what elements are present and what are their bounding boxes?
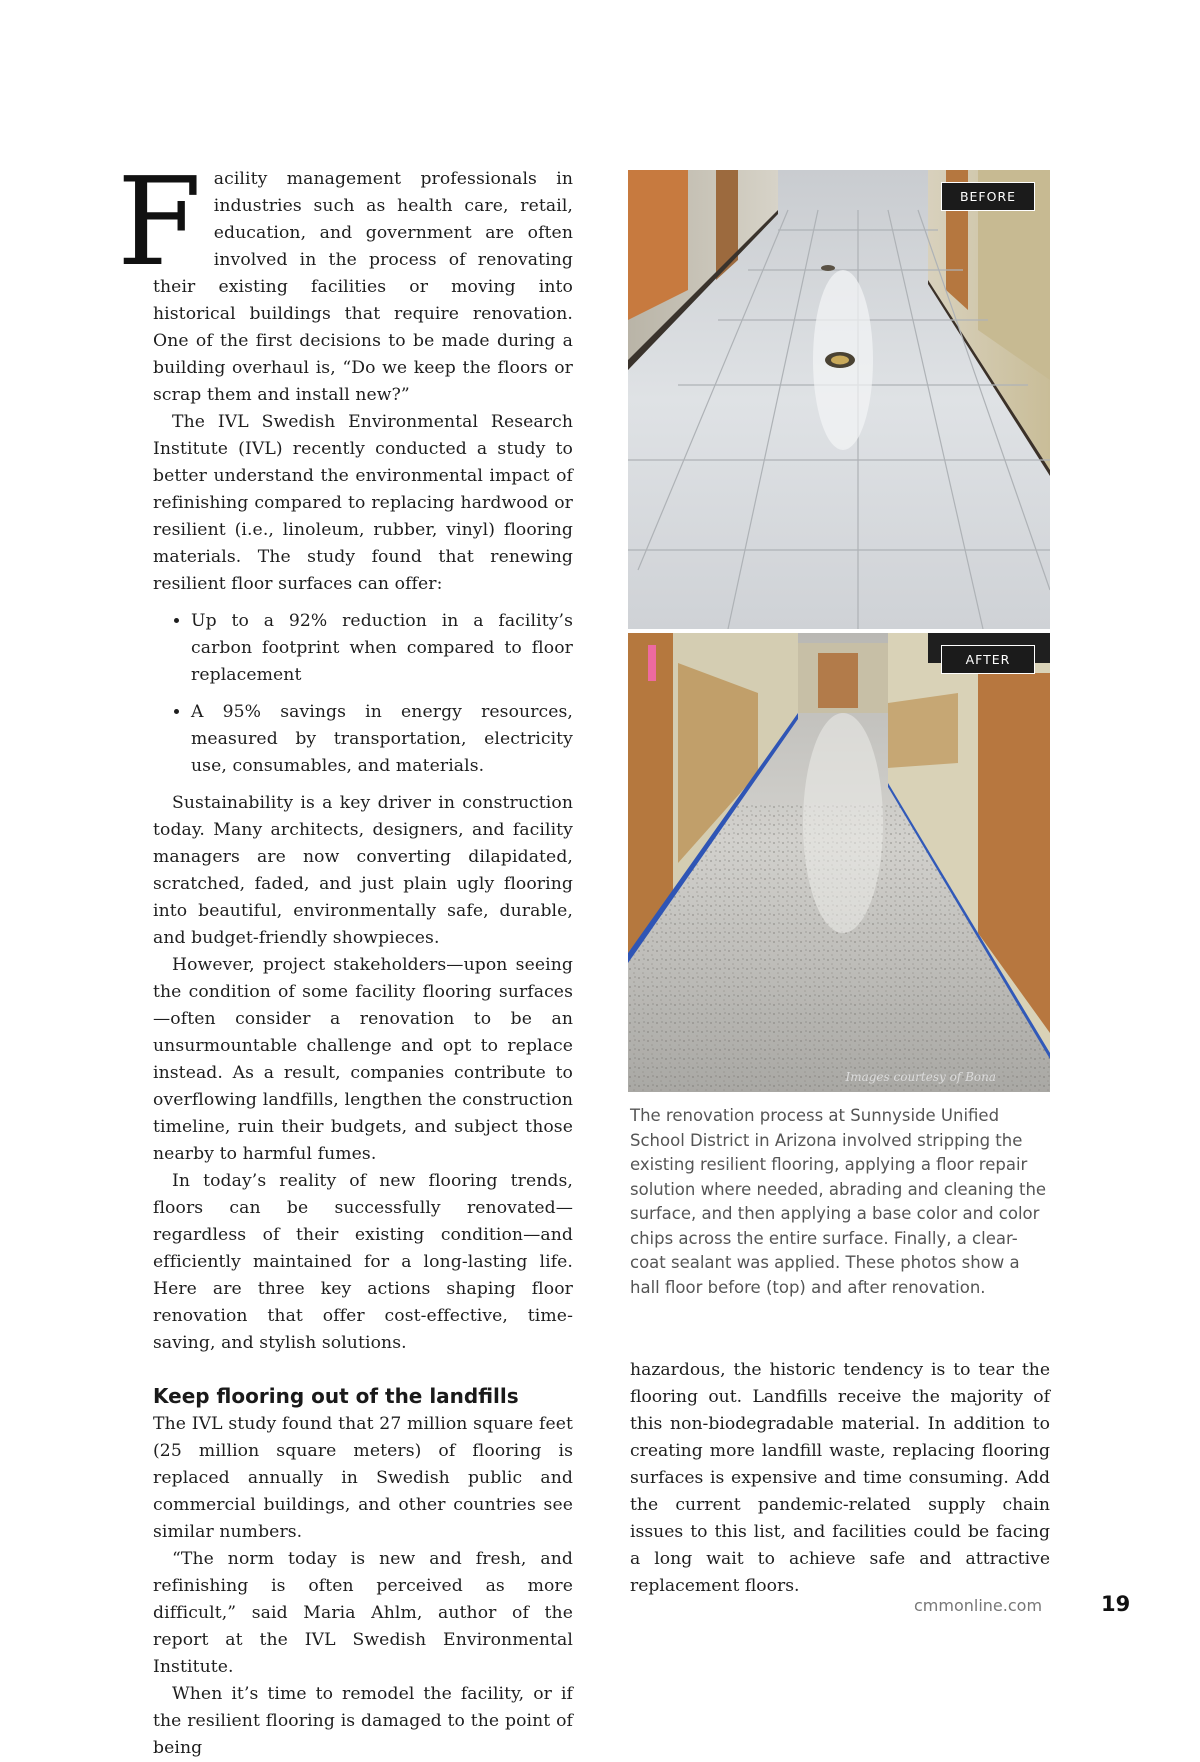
paragraph-landfill: hazardous, the historic tendency is to tear the flooring out. Landfills receive the majority of this non-biodegradable material. In addition to creating more landfill waste, replacing flooring surfaces is expensive and time consuming. Add the current pandemic-related supply chain issues to this list, and facilities could be facing a long wait to achieve safe and attractive replacement floors. (630, 1360, 1050, 1596)
paragraph-sustainability: Sustainability is a key driver in construction today. Many architects, designers, and facility managers are now converting dilapidated, scratched, faded, and just plain ugly flooring into beautiful, environmentally safe, durable, and budget-friendly showpieces. (153, 793, 573, 948)
list-item: • A 95% savings in energy resources, measured by transportation, electricity use, consumables, and materials. (191, 699, 573, 780)
article-left-column (117, 151, 573, 1762)
photo-credit: Images courtesy of Bona (845, 1070, 996, 1084)
before-label: BEFORE (941, 182, 1035, 211)
after-label: AFTER (941, 645, 1035, 674)
benefits-list (153, 608, 573, 780)
before-hallway-image (628, 170, 1050, 629)
list-item: • Up to a 92% reduction in a facility’s carbon footprint when compared to floor replacement (191, 608, 573, 689)
paragraph-ivl-study: The IVL Swedish Environmental Research Institute (IVL) recently conducted a study to better understand the environmental impact of refinishing compared to replacing hardwood or resilient (i.e., linoleum, rubber, vinyl) flooring materials. The study found that renewing resilient floor surfaces can offer: (153, 412, 573, 594)
intro-text: acility management professionals in industries such as health care, retail, education, and government are often involved in the process of renovating their existing facilities or moving into historical buildings that require renovation. One of the first decisions to be made during a building overhaul is, “Do we keep the floors or scrap them and install new?” (153, 169, 573, 405)
intro-paragraph (117, 151, 573, 409)
paragraph-quote: “The norm today is new and fresh, and refinishing is often perceived as more difficult,” said Maria Ahlm, author of the report at the IVL Swedish Environmental Institute. (153, 1549, 573, 1677)
paragraph-remodel: When it’s time to remodel the facility, or if the resilient flooring is damaged to the point of being (153, 1684, 573, 1758)
paragraph-ivl-numbers: The IVL study found that 27 million square feet (25 million square meters) of flooring is replaced annually in Swedish public and commercial buildings, and other countries see similar numbers. (153, 1414, 573, 1542)
footer-website: cmmonline.com (914, 1596, 1043, 1615)
photo-caption: The renovation process at Sunnyside Unified School District in Arizona involved stripping the existing resilient flooring, applying a floor repair solution where needed, abrading and cleaning the surface, and then applying a base color and color chips across the entire surface. Finally, a clear-coat sealant was applied. These photos show a hall floor before (top) and after renovation. (630, 1106, 1047, 1297)
paragraph-stakeholders: However, project stakeholders—upon seeing the condition of some facility flooring surfaces—often consider a renovation to be an unsurmountable challenge and opt to replace instead. As a result, companies contribute to overflowing landfills, lengthen the construction timeline, ruin their budgets, and subject those nearby to harmful fumes. (153, 955, 573, 1164)
section-heading: Keep flooring out of the landfills (153, 1384, 519, 1408)
before-photo (628, 170, 1050, 629)
after-photo (628, 633, 1050, 1092)
paragraph-trends: In today’s reality of new flooring trends, floors can be successfully renovated—regardless of their existing condition—and efficiently maintained for a long-lasting life. Here are three key actions shaping floor renovation that offer cost-effective, time-saving, and stylish solutions. (153, 1171, 573, 1353)
drop-cap: F (117, 151, 202, 293)
article-right-column (630, 1357, 1050, 1600)
after-hallway-image (628, 633, 1050, 1092)
page-number: 19 (1101, 1592, 1131, 1616)
